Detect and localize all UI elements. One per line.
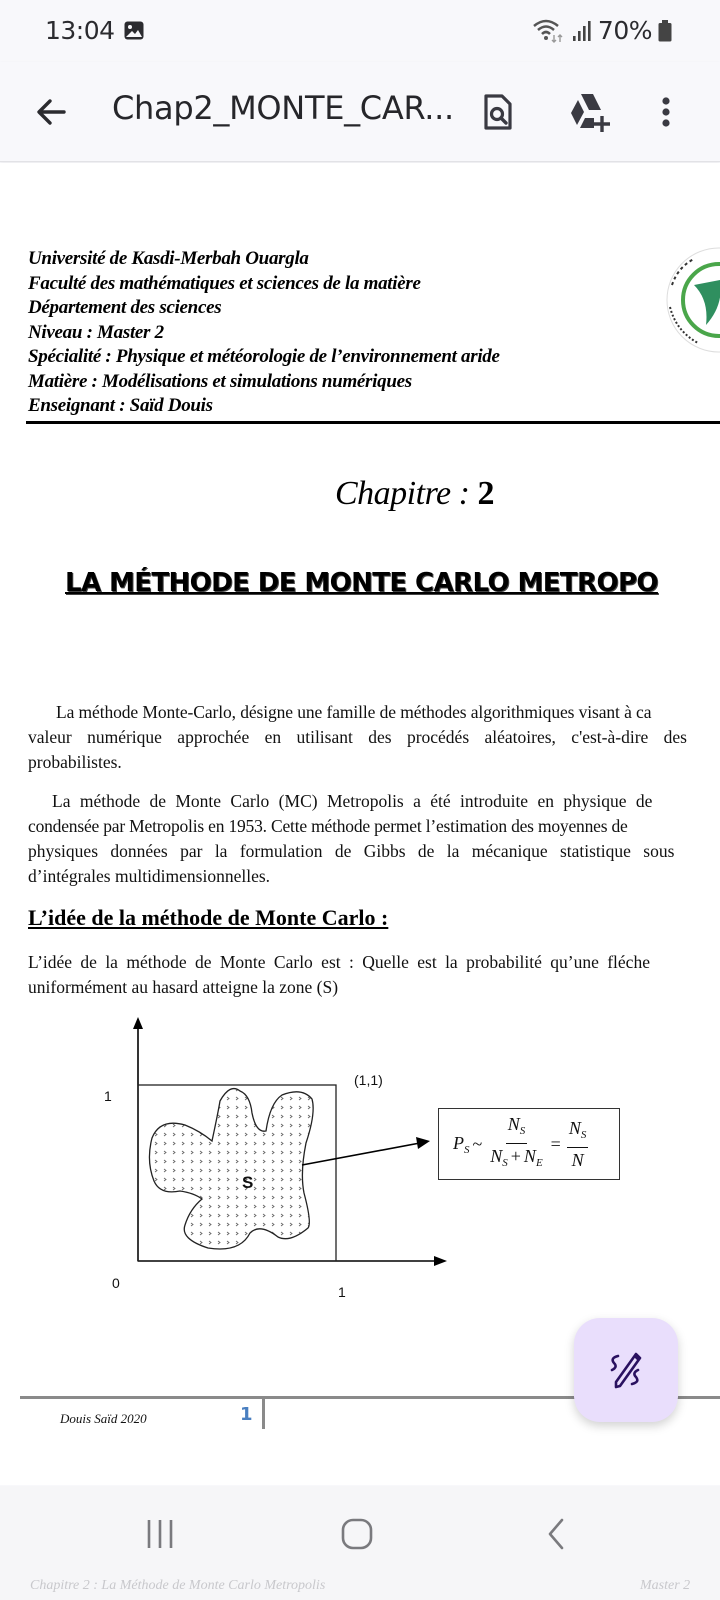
header-divider [26,421,720,424]
paragraph-line: L’idée de la méthode de Monte Carlo est : Quelle est la probabilité qu’une fléche [28,952,650,972]
pointer-arrow [302,1143,420,1165]
paragraph-line: La méthode Monte-Carlo, désigne une famille de méthodes algorithmiques visant à ca [56,702,652,722]
formula-approx: ~ [472,1133,483,1154]
formula-lhs: $P_S$ [453,1132,470,1156]
page-number: 1 [240,1404,253,1425]
back-arrow-icon[interactable] [30,90,74,134]
header-line-teacher: Enseignant : Saïd Douis [28,395,213,416]
back-nav-icon[interactable] [526,1510,586,1560]
paragraph-line: d’intégrales multidimensionnelles. [28,866,271,886]
chapter-heading [335,475,494,513]
region-label: S [242,1173,254,1192]
paragraph-line: valeur numérique approchée en utilisant des procédés aléatoires, c'est-à-dire des [28,727,687,747]
document-title: Chap2_MONTE_CAR... [112,89,454,127]
system-nav-bar [0,1486,720,1600]
x-axis-arrowhead [434,1256,447,1266]
add-to-drive-icon[interactable] [564,88,612,136]
main-title: LA MÉTHODE DE MONTE CARLO METROPO [65,568,658,598]
paragraph-line: condensée par Metropolis en 1953. Cette méthode permet l’estimation des moyennes de [28,816,628,836]
paragraph-idea [28,950,720,1000]
monte-carlo-diagram [90,1013,650,1303]
battery-icon [658,20,672,42]
region-s-shape [149,1089,313,1249]
status-bar [0,0,720,62]
app-bar [0,62,720,162]
paragraph-line: probabilistes. [28,752,122,772]
signal-icon [572,20,592,42]
university-logo [664,245,720,355]
paragraph-metropolis [28,789,720,889]
paragraph-line: La méthode de Monte Carlo (MC) Metropolis a été introduite en physique de [52,791,653,811]
next-page-header-right: Master 2 [640,1578,691,1593]
paragraph-line: uniformément au hasard atteigne la zone (S) [28,977,339,997]
formula-fraction-1: $\frac{N_S}{N_S + N_E}$ [490,1114,543,1169]
status-time: 13:04 [45,16,115,45]
y-tick-label: 1 [104,1088,112,1104]
formula-fraction-2: $\frac{N_S}{N}$ [568,1117,587,1170]
next-page-header-left: Chapitre 2 : La Méthode de Monte Carlo Metropolis [30,1578,326,1593]
recent-apps-icon[interactable] [130,1510,190,1560]
find-in-page-icon[interactable] [474,88,522,136]
paragraph-intro [28,700,720,775]
battery-percentage: 70% [597,16,652,45]
wifi-icon [532,18,566,44]
chapter-number: 2 [477,475,495,512]
origin-label: 0 [112,1275,120,1291]
section-heading: L’idée de la méthode de Monte Carlo : [28,905,389,930]
annotate-pen-icon [606,1350,646,1390]
formula-equals: = [550,1133,561,1154]
x-tick-label: 1 [338,1284,346,1300]
paragraph-line: physiques données par la formulation de Gibbs de la mécanique statistique sous [28,841,675,861]
header-line-subject: Matière : Modélisations et simulations numériques [28,370,412,392]
footer-author: Douis Saïd 2020 [60,1411,147,1426]
annotate-button[interactable] [574,1318,678,1422]
header-line-specialty: Spécialité : Physique et météorologie de l’environnement aride [28,346,500,367]
pointer-arrowhead [416,1137,430,1149]
home-icon[interactable] [327,1510,387,1560]
university-header [28,247,500,419]
header-line-faculty: Faculté des mathématiques et sciences de la matière [28,272,421,294]
header-line-department: Département des sciences [28,297,222,318]
probability-formula [453,1115,591,1173]
more-vert-icon[interactable] [642,88,690,136]
corner-label: (1,1) [354,1072,383,1088]
y-axis-arrowhead [133,1017,143,1029]
header-line-level: Niveau : Master 2 [28,321,164,343]
gallery-notification-icon [124,21,144,40]
document-page[interactable] [0,163,720,1485]
footer-divider-tick [262,1399,265,1429]
probability-formula-box [438,1108,620,1180]
chapter-label: Chapitre : [335,475,478,512]
header-line-university: Université de Kasdi-Merbah Ouargla [28,248,309,269]
